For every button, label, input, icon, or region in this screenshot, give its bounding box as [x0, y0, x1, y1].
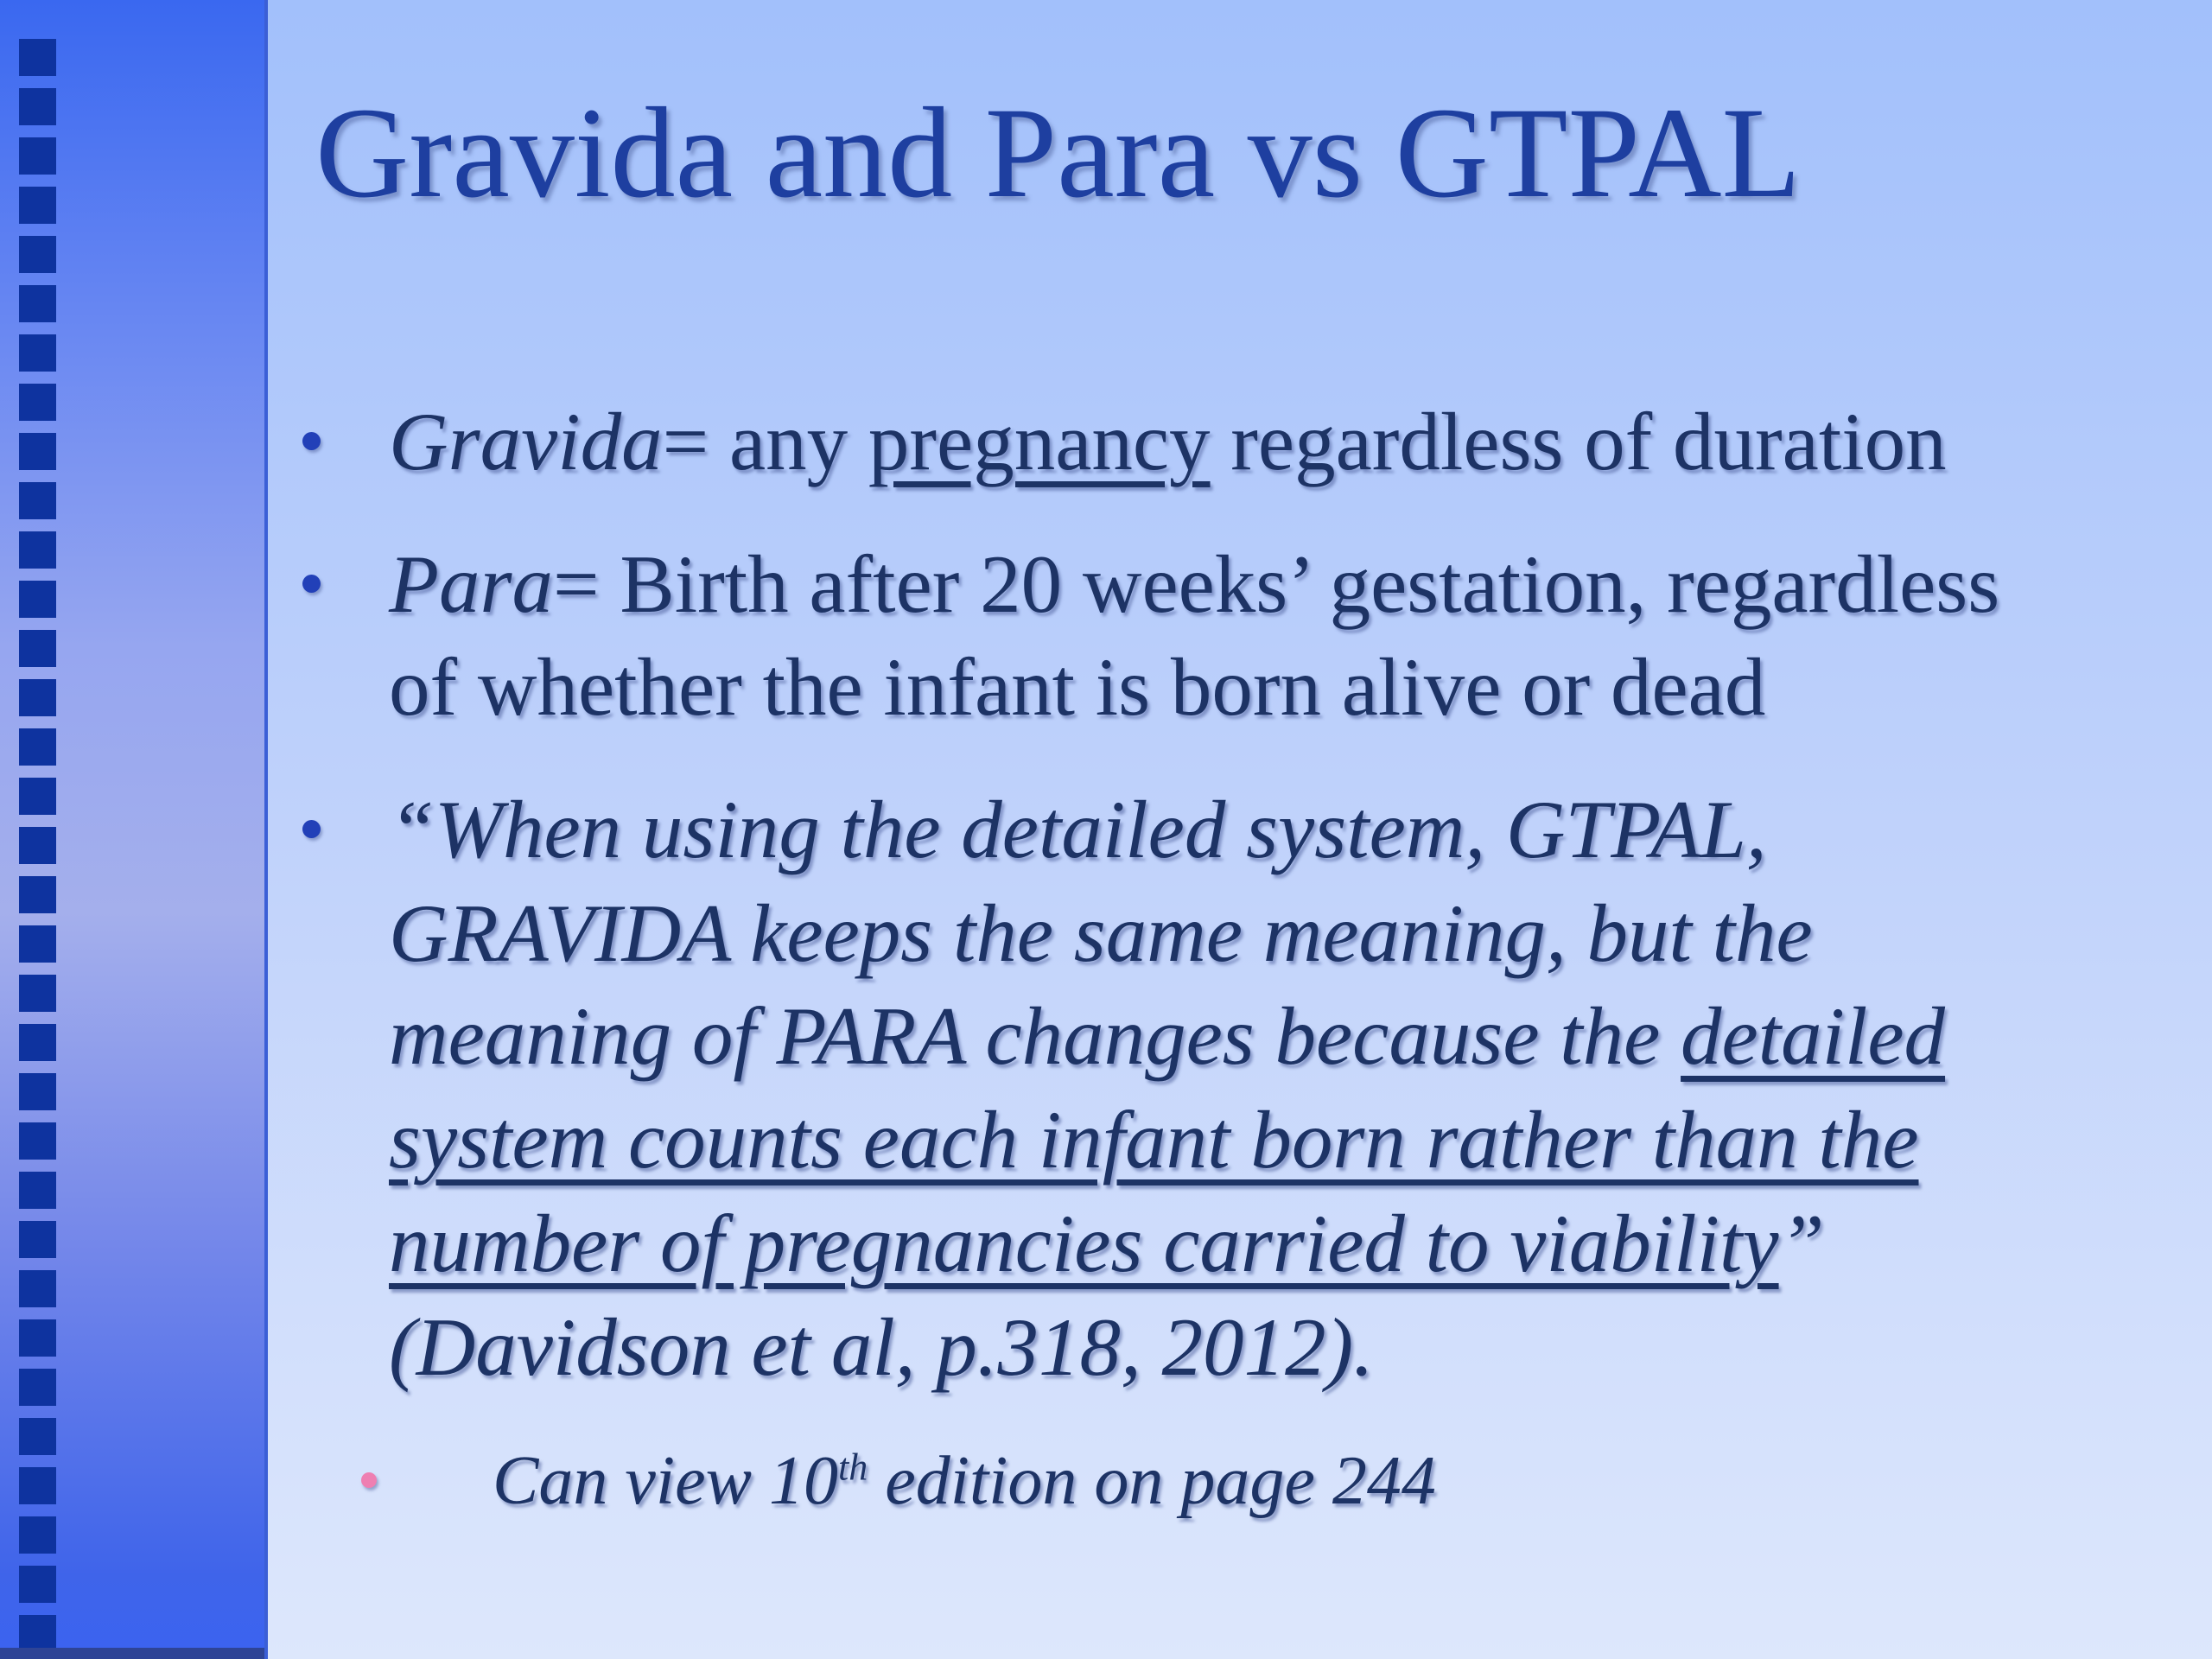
bullet-item — [294, 779, 2186, 1399]
sub-bullet-dot-icon — [361, 1472, 377, 1488]
sidebar-square-icon — [19, 39, 56, 76]
sidebar-square-icon — [19, 1319, 56, 1357]
sidebar-square-icon — [19, 975, 56, 1012]
sidebar-square-icon — [19, 1122, 56, 1160]
sidebar-square-icon — [19, 1566, 56, 1603]
text-run: system counts each infant born rather than the — [389, 1094, 1919, 1186]
text-run: number of pregnancies carried to viability — [389, 1197, 1779, 1289]
sidebar-square-icon — [19, 1467, 56, 1504]
sidebar-square-icon — [19, 630, 56, 667]
bullet-text — [493, 1443, 1436, 1519]
sidebar-square-icon — [19, 925, 56, 963]
sidebar-square-icon — [19, 433, 56, 470]
sidebar-square-icon — [19, 876, 56, 913]
text-run: detailed — [1681, 990, 1946, 1083]
bullet-text — [389, 396, 1947, 487]
text-run: Can view 10 — [493, 1443, 838, 1520]
bullet-item — [294, 533, 2186, 740]
sidebar-square-icon — [19, 285, 56, 322]
text-run: edition on page 244 — [868, 1443, 1436, 1520]
sidebar-square-icon — [19, 827, 56, 864]
sidebar-square-icon — [19, 581, 56, 618]
sidebar-square-icon — [19, 1172, 56, 1209]
sidebar-square-icon — [19, 679, 56, 716]
text-run: pregnancy — [868, 396, 1211, 487]
bullet-list — [294, 391, 2186, 1525]
bullet-text — [389, 784, 1945, 1392]
sidebar-square-icon — [19, 482, 56, 519]
text-run: ” — [1778, 1197, 1825, 1289]
text-run: (Davidson et al, p.318, 2012). — [389, 1300, 1374, 1393]
bullet-text — [389, 538, 1999, 734]
sidebar-square-icon — [19, 88, 56, 125]
text-run: meaning of PARA changes because the — [389, 990, 1681, 1083]
text-run: Para — [389, 537, 553, 630]
text-run: GRAVIDA keeps the same meaning, but the — [389, 887, 1813, 979]
text-run: “When using the detailed system, GTPAL, — [389, 784, 1767, 876]
sidebar-square-icon — [19, 1516, 56, 1554]
sidebar-square-icon — [19, 236, 56, 273]
sidebar-square-icon — [19, 1615, 56, 1652]
sidebar-square-icon — [19, 728, 56, 766]
text-run: regardless of duration — [1210, 396, 1947, 487]
sidebar-square-icon — [19, 187, 56, 224]
text-run: Gravida — [389, 396, 663, 487]
sidebar-square-icon — [19, 1418, 56, 1455]
text-run: of whether the infant is born alive or dead — [389, 641, 1766, 734]
sidebar-decoration — [0, 0, 268, 1659]
sidebar-square-icon — [19, 1024, 56, 1061]
sidebar-square-icon — [19, 137, 56, 175]
bullet-dot-icon — [302, 575, 321, 593]
sidebar-square-icon — [19, 334, 56, 372]
bullet-item — [294, 391, 2186, 494]
sidebar-square-icon — [19, 1369, 56, 1406]
sidebar-square-icon — [19, 384, 56, 421]
sidebar-square-icon — [19, 531, 56, 569]
sidebar-square-icon — [19, 1270, 56, 1307]
sub-bullet-item — [294, 1438, 2186, 1525]
sidebar-square-icon — [19, 778, 56, 815]
bullet-dot-icon — [302, 432, 321, 450]
text-run: th — [837, 1446, 868, 1489]
text-run: = any — [662, 396, 868, 487]
sidebar-bottom-strip — [0, 1648, 264, 1659]
sidebar-square-icon — [19, 1073, 56, 1110]
page-title: Gravida and Para vs GTPAL — [315, 81, 1802, 225]
text-run: = Birth after 20 weeks’ gestation, regardless — [553, 537, 2000, 630]
sidebar-square-icon — [19, 1221, 56, 1258]
bullet-dot-icon — [302, 820, 321, 838]
